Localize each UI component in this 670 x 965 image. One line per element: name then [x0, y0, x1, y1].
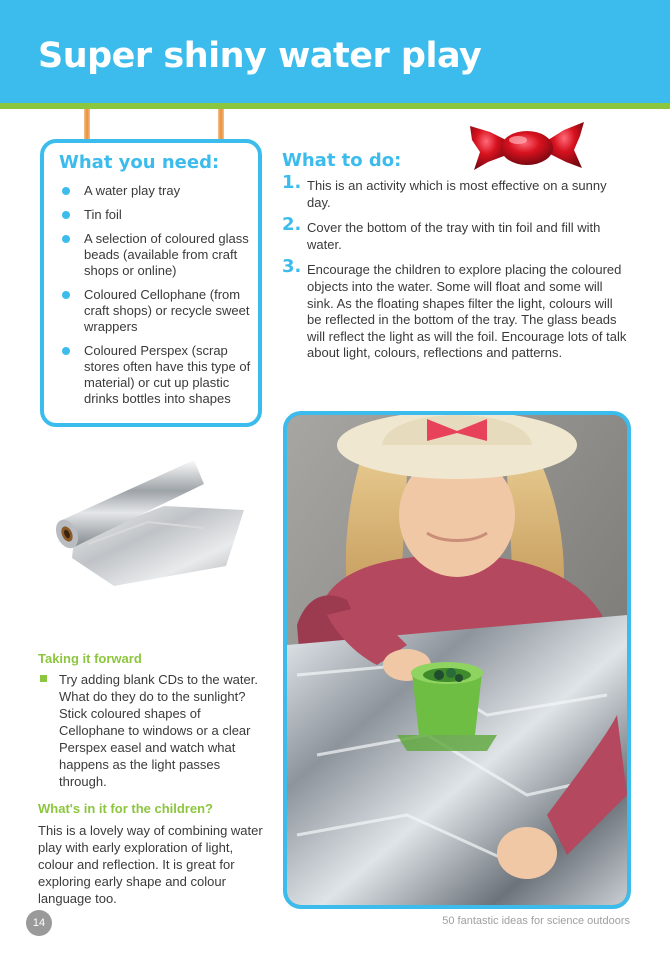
taking-it-forward-title: Taking it forward — [38, 651, 142, 666]
bullet-icon — [62, 347, 70, 355]
what-to-do-steps — [282, 172, 627, 371]
activity-photo — [283, 411, 631, 909]
list-item: Tin foil — [60, 207, 260, 223]
square-bullet-icon — [40, 675, 47, 682]
step-item: 3. Encourage the children to explore placing the coloured objects into the water. Some will float and some will sink. As the floating shapes filter the light, colours will be reflected in the bottom of the tray. The glass beads will reflect the light as will the foil. Encourage lots of talk about light, colours, reflections and patterns. — [282, 256, 627, 361]
whats-in-it-text: This is a lovely way of combining water play with early exploration of light, colour and reflection. It is great for exploring early shape and colour language too. — [38, 823, 263, 906]
whats-in-it-title: What's in it for the children? — [38, 801, 213, 816]
step-item: 2. Cover the bottom of the tray with tin foil and fill with water. — [282, 214, 601, 252]
step-item: 1. This is an activity which is most effective on a sunny day. — [282, 172, 607, 210]
what-you-need-list — [60, 183, 260, 415]
what-you-need-box — [40, 139, 262, 427]
bullet-icon — [62, 235, 70, 243]
list-item: A water play tray — [60, 183, 260, 199]
red-wrapped-sweet-icon — [468, 118, 586, 176]
what-to-do-title: What to do: — [282, 150, 402, 171]
page-title: Super shiny water play — [38, 36, 482, 76]
step-number: 1. — [282, 172, 302, 193]
list-item: Coloured Perspex (scrap stores often have this type of material) or cut up plastic drinks bottles into shapes — [60, 343, 260, 407]
list-item: Try adding blank CDs to the water. What do they do to the sunlight? Stick coloured shapes of Cellophane to windows or a clear Perspex easel and watch what happens as the light passes through. — [38, 671, 264, 790]
tin-foil-roll-icon — [44, 448, 249, 588]
bullet-icon — [62, 291, 70, 299]
list-item: A selection of coloured glass beads (available from craft shops or online) — [60, 231, 260, 279]
book-title-footer: 50 fantastic ideas for science outdoors — [442, 915, 630, 927]
header-stripe — [0, 103, 670, 109]
bullet-icon — [62, 211, 70, 219]
page-number: 14 — [26, 910, 52, 936]
child-water-play-photo — [287, 415, 627, 905]
step-number: 3. — [282, 256, 302, 278]
what-you-need-title: What you need: — [59, 152, 220, 173]
bullet-icon — [62, 187, 70, 195]
step-number: 2. — [282, 214, 302, 236]
list-item: Coloured Cellophane (from craft shops) or recycle sweet wrappers — [60, 287, 260, 335]
